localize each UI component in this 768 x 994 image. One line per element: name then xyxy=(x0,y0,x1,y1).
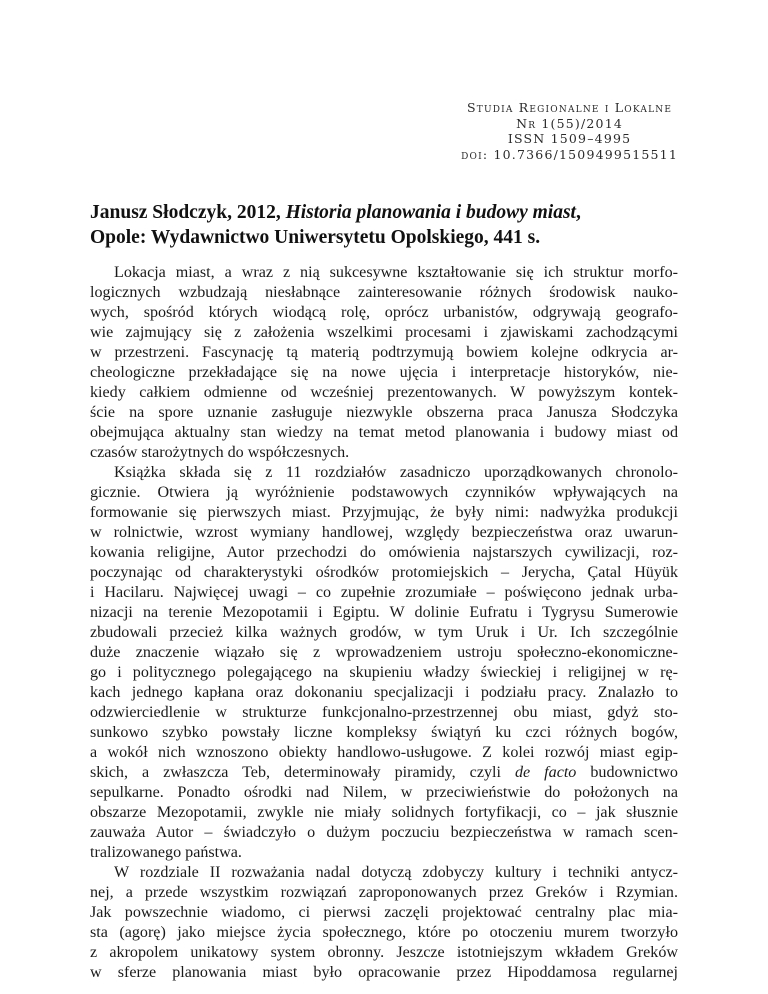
body-line: w rolnictwie, wzrost wymiany handlowej, względy bezpieczeństwa oraz uwarun- xyxy=(90,524,678,541)
italic-phrase: de facto xyxy=(514,764,577,781)
body-line: sunkowo szybko powstały liczne kompleksy świątyń ku czci różnych bogów, xyxy=(90,724,678,741)
body-line: duże znaczenie wiązało się z wprowadzeniem ustroju społeczno-ekonomiczne- xyxy=(90,644,678,661)
body-text-run: budownictwo xyxy=(576,764,678,781)
author-date: Janusz Słodczyk, 2012, xyxy=(90,202,286,223)
body-line: kach jednego kapłana oraz dokonaniu specjalizacji i podziału pracy. Znalazło to xyxy=(90,684,678,701)
body-line: nej, a przede wszystkim rozwiązań zaproponowanych przez Greków i Rzymian. xyxy=(90,884,678,901)
body-line: logicznych wzbudzają niesłabnące zainteresowanie różnych środowisk nauko- xyxy=(90,284,678,301)
body-line: z akropolem unikatowy system obronny. Jeszcze istotniejszym wkładem Greków xyxy=(90,944,678,961)
body-line: go i politycznego polegającego na skupieniu władzy świeckiej i religijnej w rę- xyxy=(90,664,678,681)
journal-issn: ISSN 1509–4995 xyxy=(507,131,632,146)
journal-header xyxy=(461,100,678,162)
body-line: w sferze planowania miast było opracowanie przez Hipoddamosa regularnej xyxy=(90,964,678,981)
body-line: sepulkarne. Ponadto ośrodki nad Nilem, w przeciwieństwie do położonych na xyxy=(90,784,678,801)
body-line: zbudowali przecież kilka ważnych grodów, w tym Uruk i Ur. Ich szczególnie xyxy=(90,624,678,641)
body-line: Książka składa się z 11 rozdziałów zasadniczo uporządkowanych chronolo- xyxy=(114,464,678,481)
body-text-run: skich, a zwłaszcza Teb, determinowały piramidy, czyli xyxy=(90,764,515,781)
doi-value: 10.7366/1509499515511 xyxy=(493,146,678,162)
body-line: wie zajmujący się z założenia wszelkimi procesami i zjawiskami zachodzącymi xyxy=(90,324,678,341)
body-line: tralizowanego państwa. xyxy=(90,844,242,861)
body-line: kiedy całkiem odmienne od wcześniej prezentowanych. W powyższym kontek- xyxy=(90,384,678,401)
journal-doi xyxy=(461,147,678,163)
body-line: a wokół nich wznoszono obiekty handlowo-usługowe. Z kolei rozwój miast egip- xyxy=(90,744,678,761)
body-line: poczynając od charakterystyki ośrodków protomiejskich – Jerycha, Çatal Hüyük xyxy=(90,564,678,581)
body-line: sta (agorę) jako miejsce życia społecznego, które po otoczeniu murem tworzyło xyxy=(90,924,678,941)
body-line: wych, spośród których wiodącą rolę, oprócz urbanistów, odgrywają geografo- xyxy=(90,304,678,321)
publisher-line: Opole: Wydawnictwo Uniwersytetu Opolskiego, 441 s. xyxy=(90,227,541,248)
body-line: kowania religijne, Autor przechodzi do omówienia najstarszych cywilizacji, roz- xyxy=(90,544,678,561)
body-line: obejmująca aktualny stan wiedzy na temat metod planowania i budowy miast od xyxy=(90,424,678,441)
body-line: gicznie. Otwiera ją wyróżnienie podstawowych czynników wpływających na xyxy=(90,484,678,501)
body-line: odzwierciedlenie w strukturze funkcjonalno-przestrzennej obu miast, gdyż sto- xyxy=(90,704,678,721)
journal-issue: Nr 1(55)/2014 xyxy=(516,115,624,131)
body-line: czasów starożytnych do współczesnych. xyxy=(90,444,350,461)
body-line xyxy=(90,763,678,783)
body-line: W rozdziale II rozważania nadal dotyczą zdobyczy kultury i techniki antycz- xyxy=(114,864,678,881)
doi-label: doi: xyxy=(461,146,489,162)
body-line: Jak powszechnie wiadomo, ci pierwsi zaczęli projektować centralny plac mia- xyxy=(90,904,678,921)
journal-name: Studia Regionalne i Lokalne xyxy=(466,100,673,115)
body-line: obszarze Mezopotamii, zwykle nie miały solidnych fortyfikacji, co – jak słusznie xyxy=(90,804,678,821)
body-line: Lokacja miast, a wraz z nią sukcesywne kształtowanie się ich struktur morfo- xyxy=(114,264,678,281)
title-comma: , xyxy=(575,202,581,223)
body-line: zauważa Autor – świadczyło o dużym poczuciu bezpieczeństwa w ramach scen- xyxy=(90,824,678,841)
body-line: ście na spore uznanie zasługuje niezwykle obszerna praca Janusza Słodczyka xyxy=(90,404,678,421)
body-line: cheologiczne przekładające się na nowe ujęcia i interpretacje historyków, nie- xyxy=(90,364,678,381)
body-line: nizacji na terenie Mezopotamii i Egiptu. W dolinie Eufratu i Tygrysu Sumerowie xyxy=(90,604,678,621)
review-body xyxy=(90,263,678,983)
book-title: Historia planowania i budowy miast xyxy=(285,202,576,223)
body-line: w przestrzeni. Fascynację tą materią podtrzymują bowiem kolejne odkrycia ar- xyxy=(90,344,678,361)
body-line: i Hacilaru. Najwięcej uwagi – co zupełnie zrozumiałe – poświęcono jednak urba- xyxy=(90,584,678,601)
review-title xyxy=(90,200,680,250)
review-title-line-1 xyxy=(90,200,680,225)
body-line: formowanie się pierwszych miast. Przyjmując, że były nimi: nadwyżka produkcji xyxy=(90,504,678,521)
